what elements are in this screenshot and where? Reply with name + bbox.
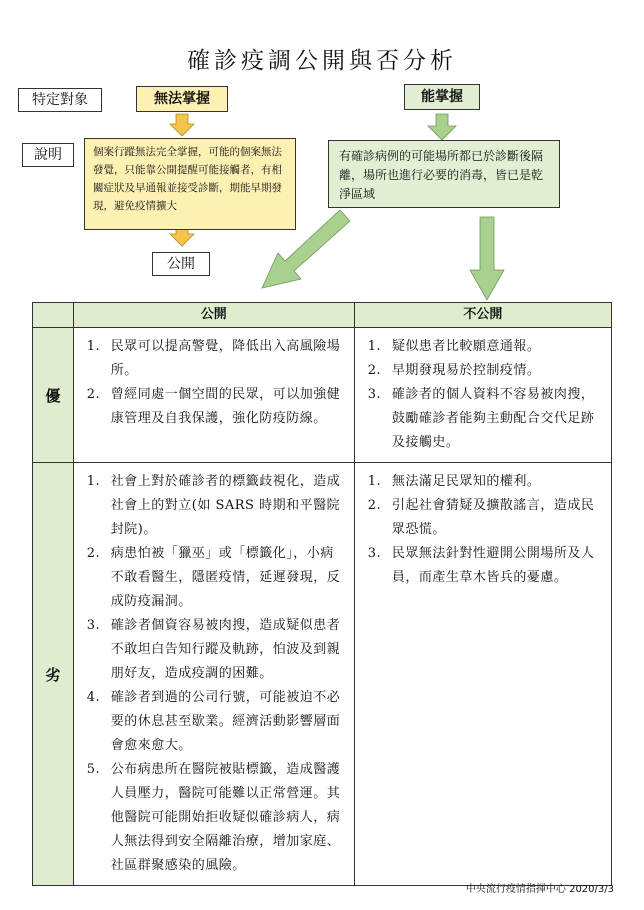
list-item: 1. 社會上對於確診者的標籤歧視化，造成社會上的對立(如 SARS 時期和平醫院封院)。 [105,470,347,542]
pro-nonpublic-cell [354,328,611,463]
green-vertical-arrow [470,217,504,300]
list-item: 1. 無法滿足民眾知的權利。 [386,470,604,494]
col-header-nonpublic: 不公開 [354,303,611,328]
row-header-pro: 優 [33,328,74,463]
con-public-list [75,470,347,878]
unable-note: 個案行蹤無法完全掌握，可能的個案無法發覺，只能靠公開提醒可能接觸者，有相關症狀及早通報並接受診斷，期能早期發現，避免疫情擴大 [84,138,296,230]
list-item: 2. 引起社會猜疑及擴散謠言，造成民眾恐慌。 [386,494,604,542]
table-header-row [33,303,612,328]
comparison-table [32,302,612,886]
list-item: 4. 確診者到過的公司行號，可能被迫不必要的休息甚至歇業。經濟活動影響層面會愈來愈大。 [105,686,347,758]
list-item: 3. 確診者的個人資料不容易被肉搜，鼓勵確診者能夠主動配合交代足跡及接觸史。 [386,383,604,455]
pro-public-cell [73,328,354,463]
list-item: 3. 確診者個資容易被肉搜，造成疑似患者不敢坦白告知行蹤及軌跡，怕波及到親朋好友，造成疫調的困難。 [105,614,347,686]
able-box: 能掌握 [404,84,480,110]
list-item: 3. 民眾無法針對性避開公開場所及人員，而產生草木皆兵的憂慮。 [386,542,604,590]
able-note: 有確診病例的可能場所都已於診斷後隔離，場所也進行必要的消毒，皆已是乾淨區域 [328,140,560,208]
yellow-arrow-top [170,114,194,136]
public-result-label: 公開 [152,252,210,276]
list-item: 2. 曾經同處一個空間的民眾，可以加強健康管理及自我保護，強化防疫防線。 [105,383,347,431]
pro-nonpublic-list [356,335,604,455]
corner-cell [33,303,74,328]
page-title: 確診疫調公開與否分析 [187,48,457,74]
table-row [33,328,612,463]
con-nonpublic-cell [354,463,611,886]
unable-box: 無法掌握 [136,86,228,112]
list-item: 2. 病患怕被「獵巫」或「標籤化」，小病不敢看醫生，隱匿疫情，延遲發現，反成防疫漏洞。 [105,542,347,614]
list-item: 2. 早期發現易於控制疫情。 [386,359,604,383]
table-row [33,463,612,886]
target-label: 特定對象 [18,88,102,112]
con-public-cell [73,463,354,886]
con-nonpublic-list [356,470,604,590]
green-arrow-top [428,114,456,140]
list-item: 1. 民眾可以提高警覺，降低出入高風險場所。 [105,335,347,383]
row-header-con: 劣 [33,463,74,886]
col-header-public: 公開 [73,303,354,328]
list-item: 1. 疑似患者比較願意通報。 [386,335,604,359]
footer-credit: 中央流行疫情指揮中心 2020/3/3 [465,884,614,895]
explain-label: 說明 [22,143,74,167]
pro-public-list [75,335,347,431]
list-item: 5. 公布病患所在醫院被貼標籤，造成醫護人員壓力，醫院可能難以正常營運。其他醫院可能開始拒收疑似確診病人，病人無法得到安全隔離治療，增加家庭、社區群聚感染的風險。 [105,758,347,878]
